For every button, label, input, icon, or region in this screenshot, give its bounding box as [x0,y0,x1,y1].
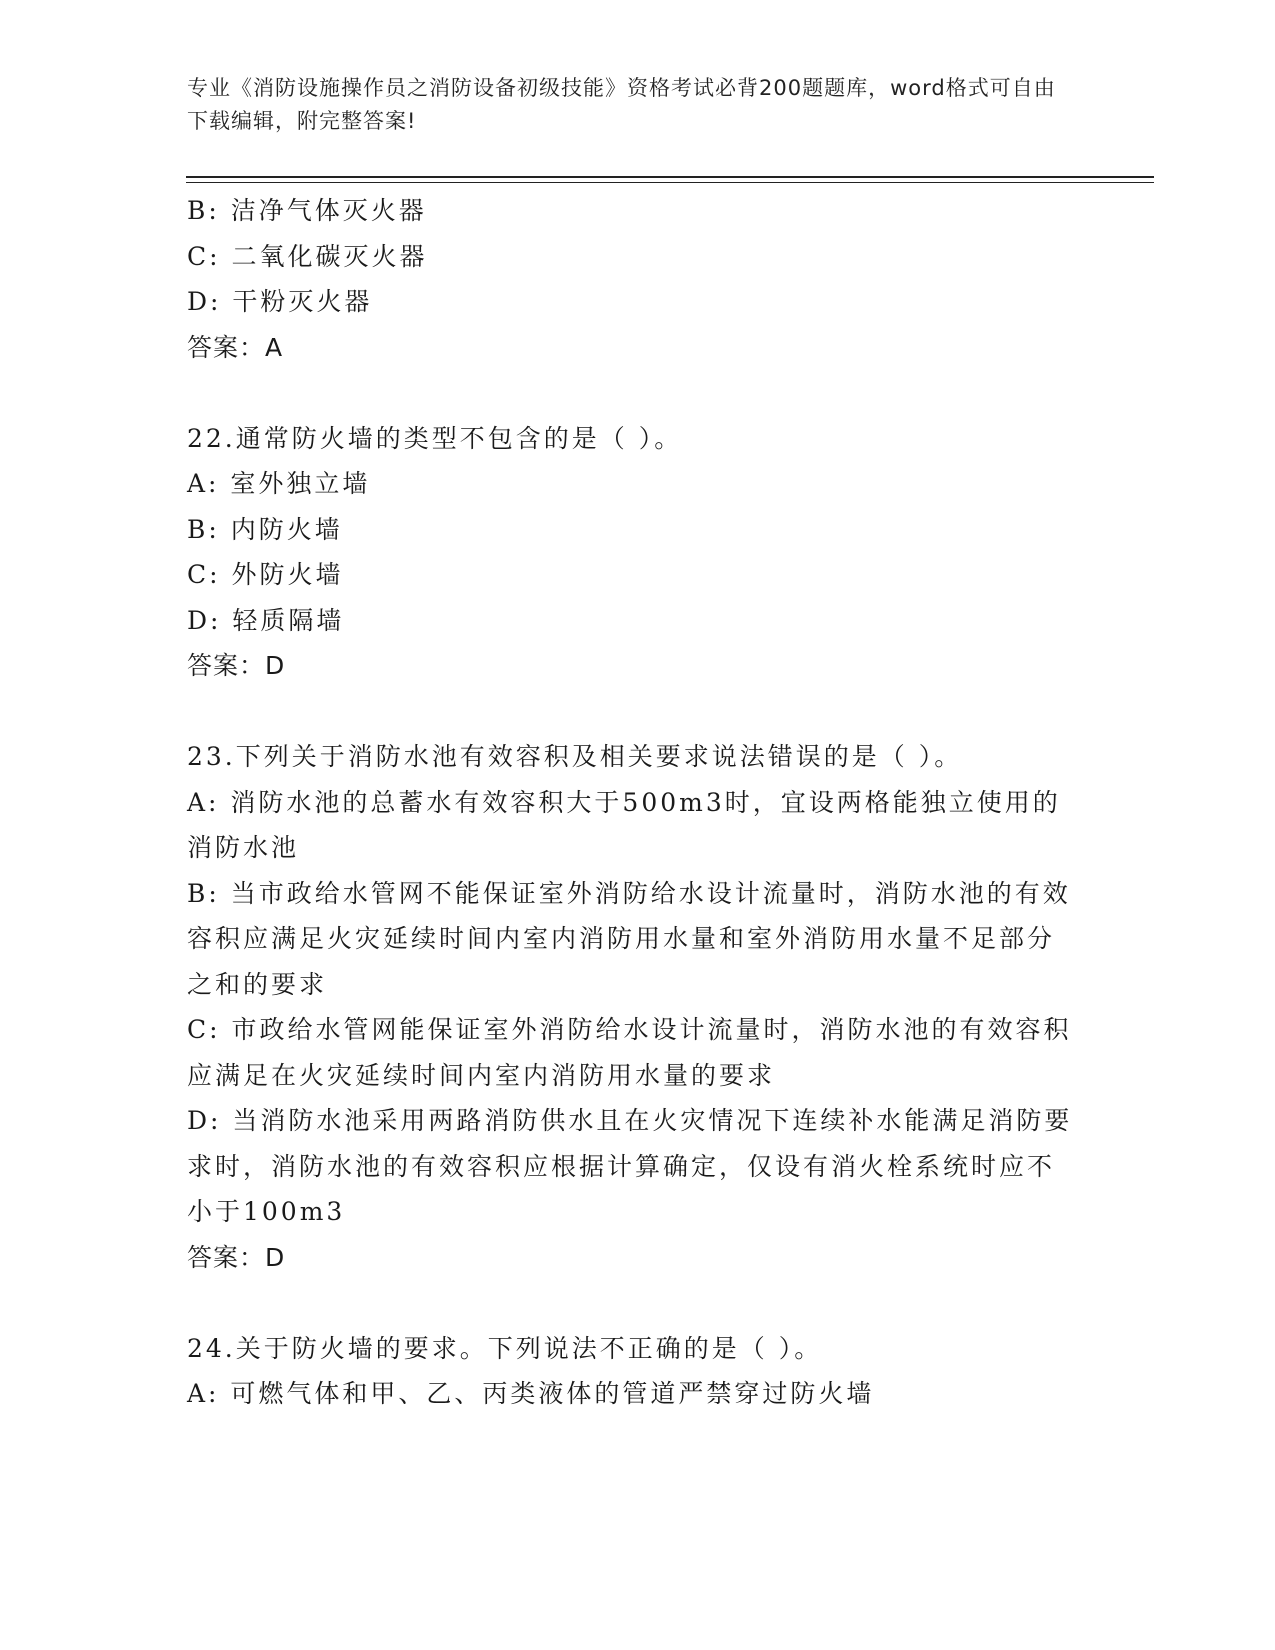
option-a: A: 可燃气体和甲、乙、丙类液体的管道严禁穿过防火墙 [187,1379,875,1408]
spacer [187,1280,1077,1326]
option-d: D: 当消防水池采用两路消防供水且在火灾情况下连续补水能满足消防要求时，消防水池的有效容积应根据计算确定，仅设有消火栓系统时应不小于100m3 [187,1106,1073,1226]
answer-line: 答案：A [187,332,284,362]
answer-line: 答案：D [187,651,286,680]
answer-line: 答案：D [187,1242,286,1272]
document-header: 专业《消防设施操作员之消防设备初级技能》资格考试必背200题题库，word格式可自由下载编辑，附完整答案! [187,76,1056,133]
spacer [187,689,1077,735]
spacer [187,370,1077,416]
option-c: C: 二氧化碳灭火器 [187,241,428,271]
question-block-24 [187,1326,1077,1417]
question-block-21 [187,188,1077,370]
option-d: D: 轻质隔墙 [187,605,345,635]
option-c: C: 外防火墙 [187,560,344,589]
option-b: B: 内防火墙 [187,514,343,544]
option-a: A: 消防水池的总蓄水有效容积大于500m3时，宜设两格能独立使用的消防水池 [187,787,1061,862]
question-block-22 [187,416,1077,689]
header-divider-thick [186,176,1154,178]
option-b: B: 洁净气体灭火器 [187,196,427,225]
option-d: D: 干粉灭火器 [187,287,373,316]
question-text: 23.下列关于消防水池有效容积及相关要求说法错误的是（ ）。 [187,742,963,771]
option-b: B: 当市政给水管网不能保证室外消防给水设计流量时，消防水池的有效容积应满足火灾延续时间内室内消防用水量和室外消防用水量不足部分之和的要求 [187,878,1071,999]
option-a: A: 室外独立墙 [187,469,371,498]
question-text: 22.通常防火墙的类型不包含的是（ ）。 [187,423,683,453]
question-text: 24.关于防火墙的要求。下列说法不正确的是（ ）。 [187,1333,823,1363]
question-content [187,188,1077,1417]
question-block-23 [187,734,1077,1280]
header-divider-thin [186,182,1154,183]
option-c: C: 市政给水管网能保证室外消防给水设计流量时，消防水池的有效容积应满足在火灾延续时间内室内消防用水量的要求 [187,1015,1072,1090]
